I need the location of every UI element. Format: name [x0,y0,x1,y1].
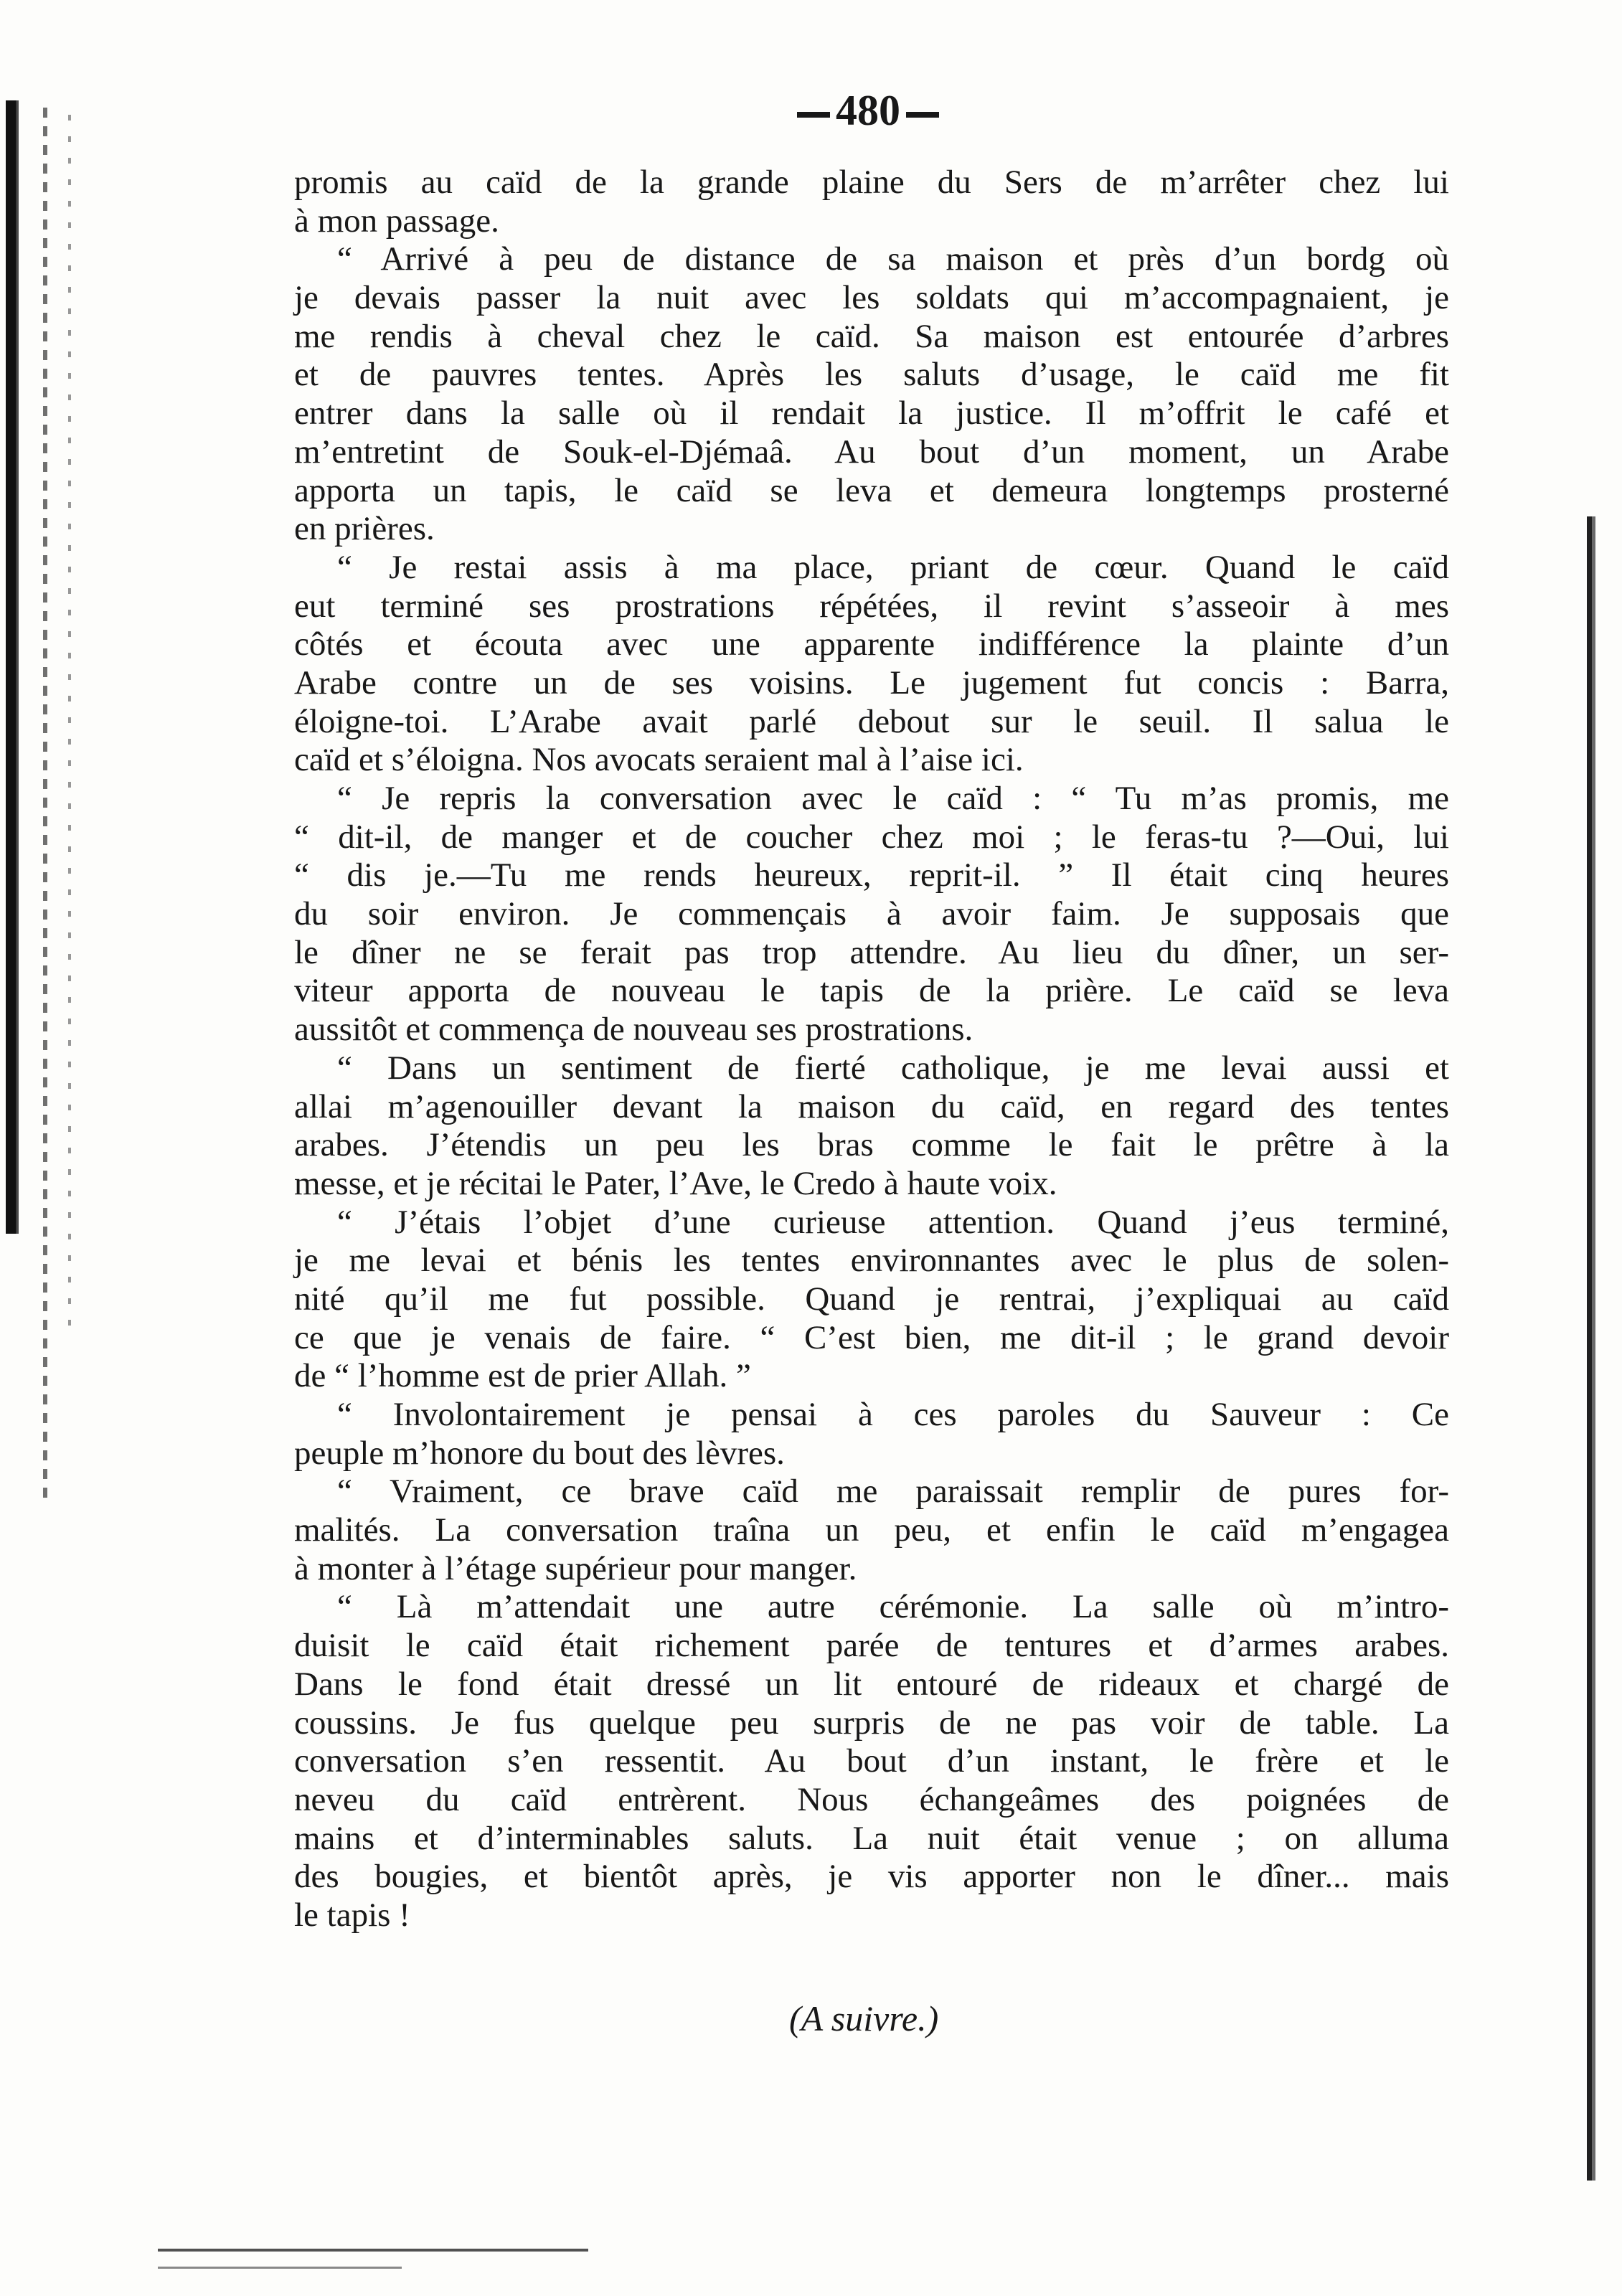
to-be-continued: (A suivre.) [789,1998,939,2038]
text-line: “ Involontairement je pensai à ces paroles du Sauveur : Ce [337,1396,1449,1433]
text-line: neveu du caïd entrèrent. Nous échangeâmes des poignées de [294,1780,1449,1818]
text-line: du soir environ. Je commençais à avoir faim. Je supposais que [294,895,1449,933]
text-line: “ Vraiment, ce brave caïd me paraissait remplir de pures for- [337,1473,1449,1511]
scan-edge-bottom-short [158,2267,402,2269]
text-line: et de pauvres tentes. Après les saluts d’usage, le caïd me fit [294,356,1449,394]
page-number-dash-right [906,112,939,118]
text-line: “ Je repris la conversation avec le caïd : “ Tu m’as promis, me [337,780,1449,817]
text-line: peuple m’honore du bout des lèvres. [294,1434,785,1472]
scan-edge-left [6,100,24,1234]
text-line: ce que je venais de faire. “ C’est bien, me dit-il ; le grand devoir [294,1318,1449,1356]
text-line: malités. La conversation traîna un peu, et enfin le caïd m’engagea [294,1511,1449,1549]
text-line: Arabe contre un de ses voisins. Le jugement fut concis : Barra, [294,663,1449,701]
text-line: mains et d’interminables saluts. La nuit était venue ; on alluma [294,1819,1449,1857]
text-line: coussins. Je fus quelque peu surpris de ne pas voir de table. La [294,1704,1449,1742]
text-line: “ J’étais l’objet d’une curieuse attention. Quand j’eus terminé, [337,1203,1449,1241]
text-line: entrer dans la salle où il rendait la justice. Il m’offrit le café et [294,395,1449,433]
text-line: côtés et écouta avec une apparente indifférence la plainte d’un [294,625,1449,663]
text-line: je me levai et bénis les tentes environnantes avec le plus de solen- [294,1242,1449,1280]
text-line: “ dit-il, de manger et de coucher chez moi ; le feras-tu ?—Oui, lui [294,818,1449,856]
text-line: “ dis je.—Tu me rends heureux, reprit-il. ” Il était cinq heures [294,856,1449,894]
page-number-dash-left [797,112,830,118]
scan-edge-right [1587,516,1595,2181]
body-text [294,164,1449,1935]
text-line: le dîner ne se ferait pas trop attendre. Au lieu du dîner, un ser- [294,933,1449,971]
text-line: eut terminé ses prostrations répétées, il revint s’asseoir à mes [294,587,1449,625]
text-line: de “ l’homme est de prier Allah. ” [294,1357,751,1395]
text-line: aussitôt et commença de nouveau ses prostrations. [294,1011,973,1049]
scan-edge-left-marks [43,108,47,1506]
text-line: Dans le fond était dressé un lit entouré de rideaux et chargé de [294,1665,1449,1703]
text-line: caïd et s’éloigna. Nos avocats seraient mal à l’aise ici. [294,741,1024,779]
text-line: arabes. J’étendis un peu les bras comme le fait le prêtre à la [294,1126,1449,1164]
text-line: viteur apporta de nouveau le tapis de la prière. Le caïd se leva [294,972,1449,1010]
text-line: me rendis à cheval chez le caïd. Sa maison est entourée d’arbres [294,317,1449,355]
scan-edge-left-marks-inner [68,115,71,1334]
text-line: “ Dans un sentiment de fierté catholique, je me levai aussi et [337,1049,1449,1087]
text-line: en prières. [294,510,435,548]
text-line: promis au caïd de la grande plaine du Sers de m’arrêter chez lui [294,164,1449,201]
text-line: messe, et je récitai le Pater, l’Ave, le Credo à haute voix. [294,1164,1057,1202]
text-line: “ Je restai assis à ma place, priant de cœur. Quand le caïd [337,548,1449,586]
text-line: à mon passage. [294,202,499,240]
page-number [782,86,954,136]
text-line: à monter à l’étage supérieur pour manger. [294,1549,857,1587]
text-line: je devais passer la nuit avec les soldats qui m’accompagnaient, je [294,279,1449,317]
text-line: éloigne-toi. L’Arabe avait parlé debout sur le seuil. Il salua le [294,702,1449,740]
text-line: allai m’agenouiller devant la maison du caïd, en regard des tentes [294,1087,1449,1125]
text-line: des bougies, et bientôt après, je vis apporter non le dîner... mais [294,1858,1449,1896]
text-line: “ Arrivé à peu de distance de sa maison et près d’un bordg où [337,240,1449,278]
text-line: conversation s’en ressentit. Au bout d’un instant, le frère et le [294,1742,1449,1780]
text-line: nité qu’il me fut possible. Quand je rentrai, j’expliquai au caïd [294,1280,1449,1318]
text-line: m’entretint de Souk-el-Djémaâ. Au bout d’un moment, un Arabe [294,433,1449,471]
text-line: le tapis ! [294,1896,410,1934]
text-line: apporta un tapis, le caïd se leva et demeura longtemps prosterné [294,471,1449,509]
scan-edge-bottom [158,2249,588,2252]
text-line: “ Là m’attendait une autre cérémonie. La salle où m’intro- [337,1588,1449,1626]
text-line: duisit le caïd était richement parée de tentures et d’armes arabes. [294,1627,1449,1665]
page-number-value: 480 [836,87,900,134]
